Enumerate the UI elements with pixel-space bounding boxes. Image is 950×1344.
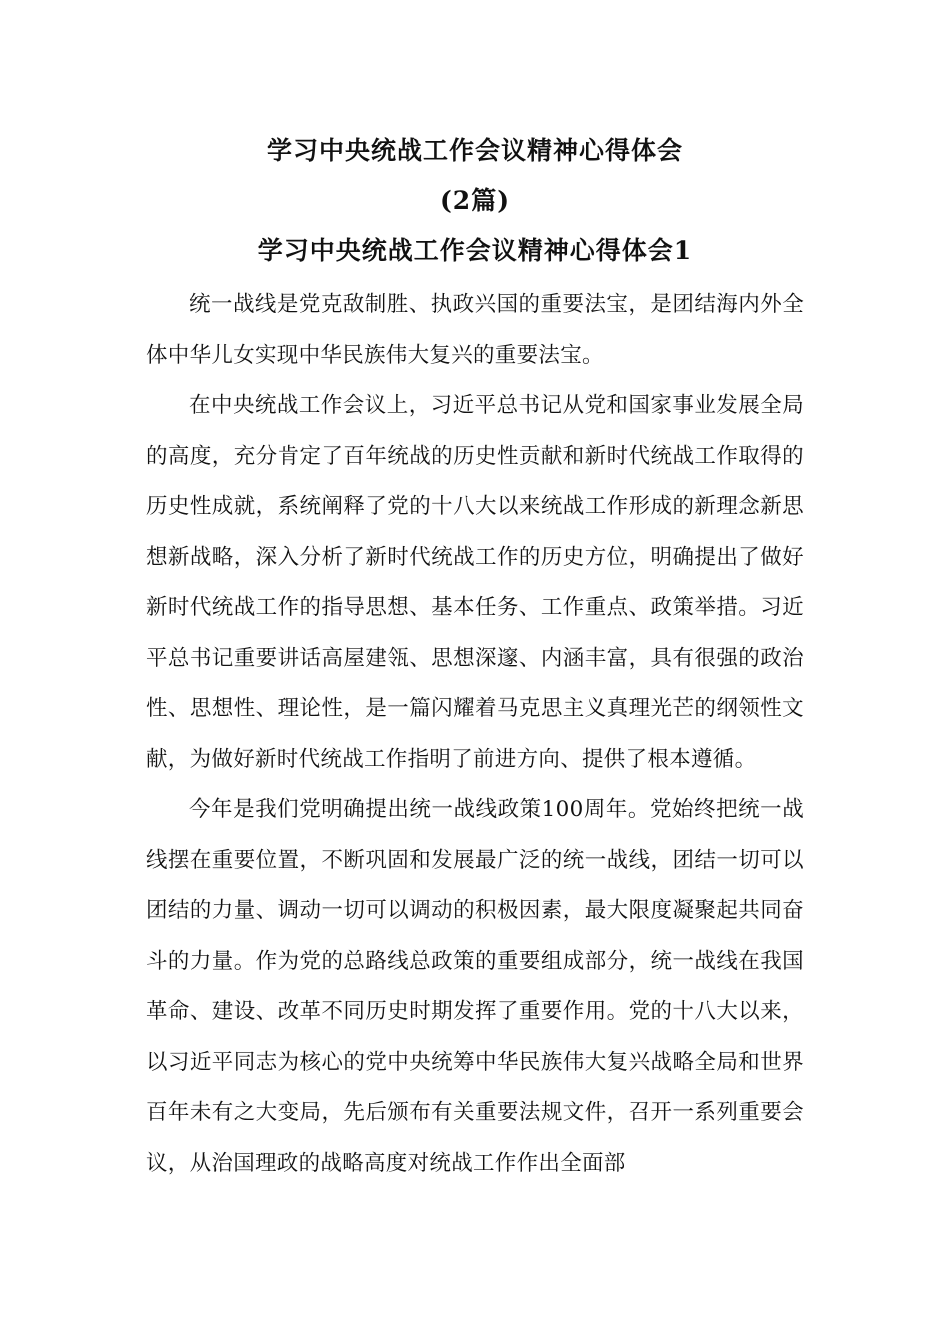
section-title: 学习中央统战工作会议精神心得体会1 [257,236,693,265]
paragraph-1: 统一战线是党克敌制胜、执政兴国的重要法宝，是团结海内外全体中华儿女实现中华民族伟大复兴的重要法宝。 [146,292,804,368]
document-title: 学习中央统战工作会议精神心得体会 [266,136,683,165]
document-body [146,280,804,1189]
paragraph-2: 在中央统战工作会议上，习近平总书记从党和国家事业发展全局的高度，充分肯定了百年统战的历史性贡献和新时代统战工作取得的历史性成就，系统阐释了党的十八大以来统战工作形成的新理念新思想新战略，深入分析了新时代统战工作的历史方位，明确提出了做好新时代统战工作的指导思想、基本任务、工作重点、政策举措。习近平总书记重要讲话高屋建瓴、思想深邃、内涵丰富，具有很强的政治性、思想性、理论性，是一篇闪耀着马克思主义真理光芒的纲领性文献，为做好新时代统战工作指明了前进方向、提供了根本遵循。 [146,393,804,772]
document-count: (2篇) [439,186,511,215]
paragraph-3: 今年是我们党明确提出统一战线政策100周年。党始终把统一战线摆在重要位置，不断巩固和发展最广泛的统一战线，团结一切可以团结的力量、调动一切可以调动的积极因素，最大限度凝聚起共同奋斗的力量。作为党的总路线总政策的重要组成部分，统一战线在我国革命、建设、改革不同历史时期发挥了重要作用。党的十八大以来，以习近平同志为核心的党中央统筹中华民族伟大复兴战略全局和世界百年未有之大变局，先后颁布有关重要法规文件，召开一系列重要会议，从治国理政的战略高度对统战工作作出全面部 [146,797,804,1176]
